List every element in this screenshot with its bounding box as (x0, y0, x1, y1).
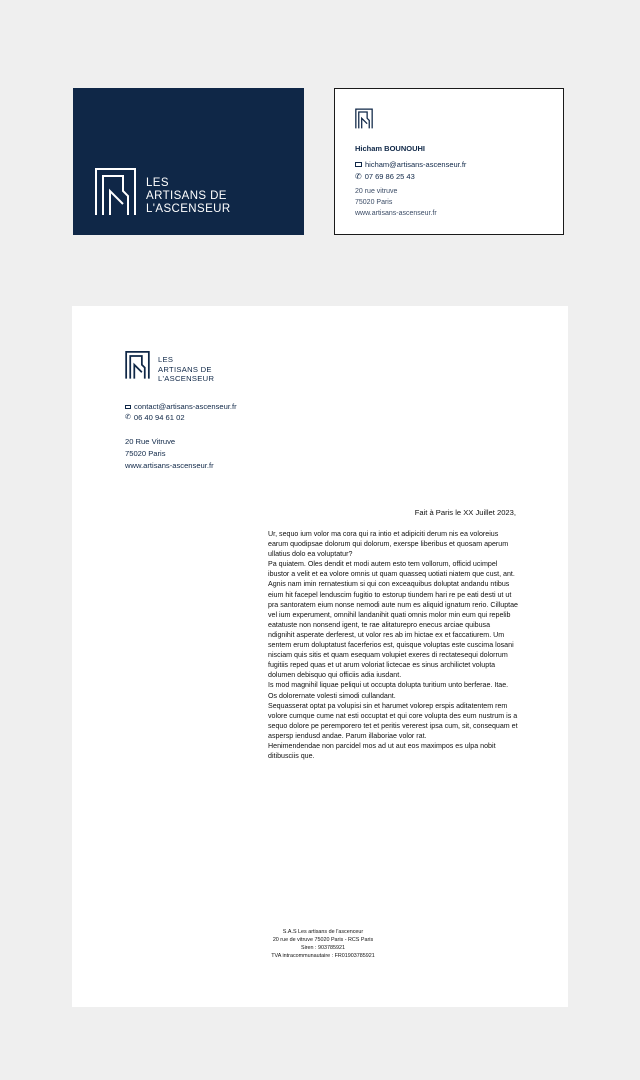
body-paragraph: Ur, sequo ium volor ma cora qui ra intio et adipiciti derum nis ea voloreius earum quodipsae dolorum qui dolorum, exerspe liberibus et quosam aperum ullatius dolo ea voluptatur? (268, 530, 509, 559)
letter-phone-row (125, 413, 185, 422)
card-address (355, 186, 437, 219)
letter-address (125, 436, 214, 471)
card-phone-row (355, 172, 415, 181)
body-paragraph: Agnis nam imin rernatestium si qui con exceaquibus doluptat andandu ntibus eium hit facepel lenduscim fugitio to estorup tiundem hari re pe eati desti ut ut pra santoratem eium nonse nemodi aute num es aliquid ignatum rerio. Cilluptae vel ium experument, omnihil landanihit quati omnis molor min eum qui repelib eatatuste non nonsend igent, te rae alitaturepro enecus arciae quibusa ndignihit asperate derferest, ut volor res ab im hictae ex et faccatiurem. Um sentem erum doluptatust facerferios est, quisque voluptas este cuscima losani nisciam quis sitis et quam esequam volupiet exeres di rectatesequi dolorrum fugitiis reped quas et ut arum voloriat lictecae es sinus archilictet volupta dolumen debisquo qui officiis adia iusdant. (268, 580, 518, 680)
phone-icon: ✆ (125, 413, 131, 421)
body-paragraph: Is mod magnihil liquae peliqui ut occupta dolupta turitium unto berferae. Itae. Os dolorernate volesti simodi cullandant. (268, 681, 509, 700)
body-paragraph: Pa quiatem. Oles dendit et modi autem esto tem vollorum, officid ucimpel ibustor a velit et ea volore omnis ut quam quasseq uotiati niatem que cust, ant. (268, 560, 515, 579)
footer-line: Siren : 903785921 (300, 945, 346, 951)
letter-date: Fait à Paris le XX Juillet 2023, (414, 508, 516, 517)
business-card-back (334, 88, 564, 235)
body-paragraph: Henimendendae non parcidel mos ad ut aut eos maximpos es ulpa nobit ditibusciis que. (268, 741, 496, 761)
letter-body (268, 529, 518, 761)
letter-brand-line-1: LES (158, 355, 174, 364)
card-address-line-2: 75020 Paris (355, 199, 393, 206)
card-email[interactable]: hicham@artisans-ascenseur.fr (365, 160, 467, 169)
brand-name (146, 177, 231, 216)
elevator-logo-icon (355, 108, 373, 129)
footer-line: 20 rue de vitruve 75020 Paris - RCS Paris (272, 937, 374, 943)
footer-line: TVA intracommunautaire : FR01903785921 (271, 953, 375, 959)
business-card-front (73, 88, 304, 235)
brand-name-line-1: LES (146, 177, 169, 189)
elevator-logo-icon (125, 350, 150, 380)
letterhead-page (72, 306, 568, 1007)
letter-email-row (125, 402, 237, 411)
letter-email[interactable]: contact@artisans-ascenseur.fr (134, 402, 237, 411)
letter-phone[interactable]: 06 40 94 61 02 (133, 413, 185, 422)
envelope-icon (125, 405, 131, 409)
brand-name-line-3: L'ASCENSEUR (146, 203, 231, 215)
letter-website[interactable]: www.artisans-ascenseur.fr (125, 460, 214, 470)
envelope-icon (355, 162, 362, 167)
card-email-row (355, 160, 466, 169)
letter-brand-line-3: L'ASCENSEUR (158, 374, 215, 383)
phone-icon: ✆ (355, 171, 362, 181)
footer-line: S.A.S Les artisans de l'ascenceur (282, 929, 364, 935)
person-name: Hicham BOUNOUHI (355, 144, 426, 153)
letter-brand-line-2: ARTISANS DE (158, 364, 212, 374)
letter-address-line-2: 75020 Paris (125, 448, 166, 458)
card-website[interactable]: www.artisans-ascenseur.fr (355, 210, 437, 217)
letter-brand-name (158, 355, 214, 384)
letter-footer (72, 928, 574, 960)
elevator-logo-icon (94, 167, 137, 216)
letter-address-line-1: 20 Rue Vitruve (125, 437, 176, 446)
card-address-line-1: 20 rue vitruve (355, 188, 398, 195)
body-paragraph: Sequasserat optat pa volupisi sin et harumet volorep erspis aditatentem rem volore cumque cume nat esti occuptat et qui core volupta des eum nustrum is a sequo dolore pe peremporero tet et peritis vererest ipsa cum, sit, consequam et aspersp iendusd andae. Parum illaboriae volor rat. (268, 701, 518, 740)
brand-name-line-2: ARTISANS DE (146, 190, 227, 202)
card-phone[interactable]: 07 69 86 25 43 (364, 172, 415, 181)
